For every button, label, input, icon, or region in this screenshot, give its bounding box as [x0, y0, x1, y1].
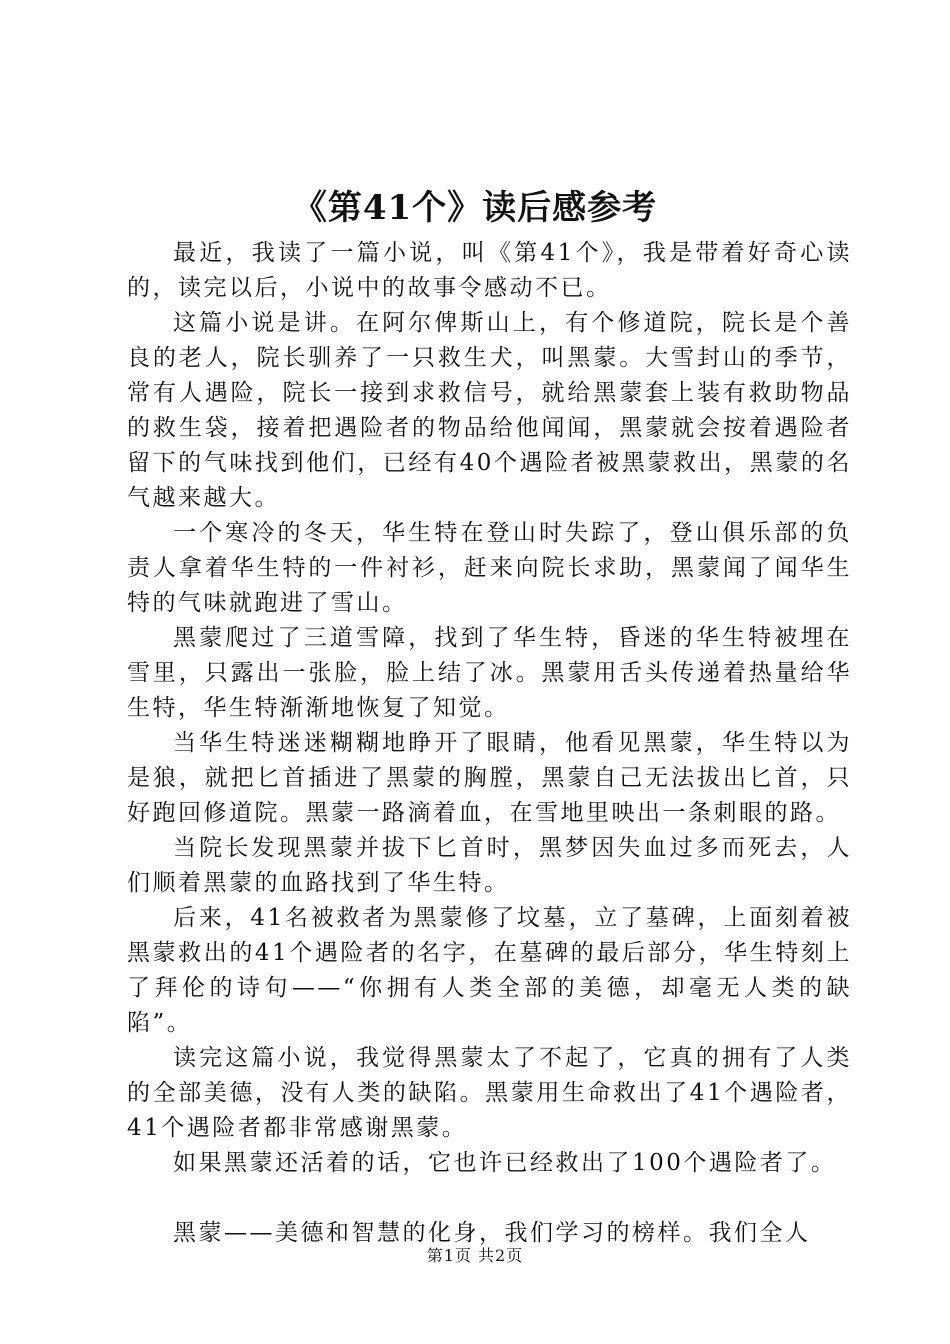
paragraph: 当院长发现黑蒙并拔下匕首时，黑梦因失血过多而死去，人们顺着黑蒙的血路找到了华生特。 — [127, 835, 852, 896]
paragraph: 这篇小说是讲。在阿尔俾斯山上，有个修道院，院长是个善良的老人，院长驯养了一只救生犬，叫黑蒙。大雪封山的季节，常有人遇险，院长一接到求救信号，就给黑蒙套上装有救助物品的救生袋，接着把遇险者的物品给他闻闻，黑蒙就会按着遇险者留下的气味找到他们，已经有40个遇险者被黑蒙救出，黑蒙的名气越来越大。 — [127, 310, 852, 511]
paragraph: 最近，我读了一篇小说，叫《第41个》，我是带着好奇心读的，读完以后，小说中的故事令感动不已。 — [127, 240, 852, 301]
paragraph: 黑蒙——美德和智慧的化身，我们学习的榜样。我们全人 — [173, 1220, 811, 1246]
document-body — [127, 236, 852, 1251]
paragraph: 一个寒冷的冬天，华生特在登山时失踪了，登山俱乐部的负责人拿着华生特的一件衬衫，赶来向院长求助，黑蒙闻了闻华生特的气味就跑进了雪山。 — [127, 520, 852, 616]
paragraph: 如果黑蒙还活着的话，它也许已经救出了100个遇险者了。 — [173, 1150, 837, 1176]
page-footer: 第1页 共2页 — [426, 1246, 524, 1265]
paragraph: 黑蒙爬过了三道雪障，找到了华生特，昏迷的华生特被埋在雪里，只露出一张脸，脸上结了冰。黑蒙用舌头传递着热量给华生特，华生特渐渐地恢复了知觉。 — [127, 625, 852, 721]
paragraph: 读完这篇小说，我觉得黑蒙太了不起了，它真的拥有了人类的全部美德，没有人类的缺陷。黑蒙用生命救出了41个遇险者，41个遇险者都非常感谢黑蒙。 — [127, 1045, 852, 1141]
paragraph: 后来，41名被救者为黑蒙修了坟墓，立了墓碑，上面刻着被黑蒙救出的41个遇险者的名字，在墓碑的最后部分，华生特刻上了拜伦的诗句——“你拥有人类全部的美德，却毫无人类的缺陷”。 — [127, 905, 852, 1036]
paragraph: 当华生特迷迷糊糊地睁开了眼睛，他看见黑蒙，华生特以为是狼，就把匕首插进了黑蒙的胸膛，黑蒙自己无法拔出匕首，只好跑回修道院。黑蒙一路滴着血，在雪地里映出一条刺眼的路。 — [127, 730, 852, 826]
document-title: 《第41个》读后感参考 — [292, 188, 658, 228]
